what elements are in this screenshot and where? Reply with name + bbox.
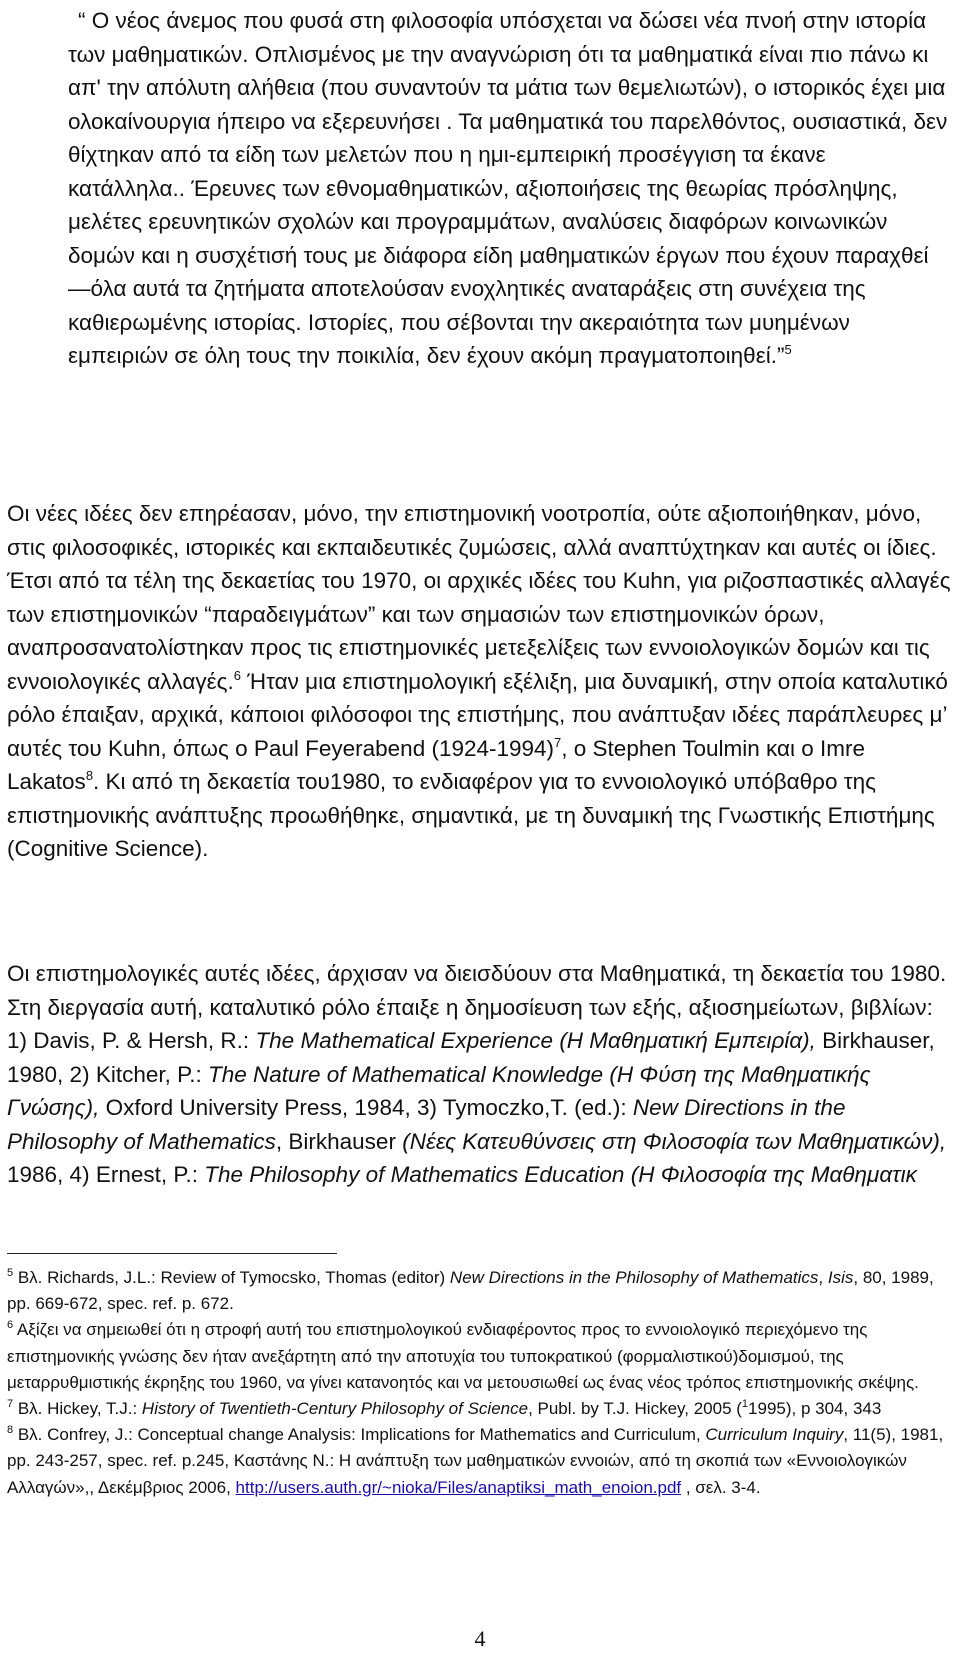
paragraph-text: Ήταν μια επιστημολογική εξέλιξη, μια δυναμική, στην οποία καταλυτικό ρόλο έπαιξαν, αρχικά, κάποιοι φιλόσοφοι της επιστήμης, που ανάπτυξαν ιδέες παράπλευρες μ’ αυτές του Kuhn, όπως ο Paul Feyerabend (1924-1994) (7, 668, 948, 761)
page-number: 4 (474, 1626, 486, 1651)
paragraph-text: . Κι από τη δεκαετία του1980, το ενδιαφέρον για το εννοιολογικό υπόβαθρο της επιστημονικής ανάπτυξης προωθήθηκε, σημαντικά, με τη δυναμική της Γνωστικής Επιστήμης (Cognitive Science). (7, 769, 935, 861)
footnote-superscript: 1 (741, 1398, 749, 1411)
footnote-number: 5 (7, 1267, 14, 1279)
book-title: New Directions in the Philosophy of Mathematics (7, 1095, 846, 1154)
book-title: (Νέες Κατευθύνσεις στη Φιλοσοφία των Μαθηματικών), (402, 1128, 947, 1154)
footnote-5 (7, 1265, 955, 1317)
footnote-separator (7, 1253, 337, 1254)
footnote-text: , (818, 1268, 828, 1287)
footnote-6 (7, 1317, 955, 1396)
block-quote (68, 4, 948, 373)
footnote-journal: Isis (827, 1268, 854, 1287)
paragraph-text: Οι νέες ιδέες δεν επηρέασαν, μόνο, την επιστημονική νοοτροπία, ούτε αξιοποιήθηκαν, μόνο, στις φιλοσοφικές, ιστορικές και εκπαιδευτικές ζυμώσεις, αλλά αναπτύχτηκαν και αυτές οι ίδιες. Έτσι από τα τέλη της δεκαετίας του 1970, οι αρχικές ιδέες του Kuhn, για ριζοσπαστικές αλλαγές των επιστημονικών “παραδειγμάτων” και των σημασιών των επιστημονικών όρων, αναπροσανατολίστηκαν προς τις επιστημονικές μετεξελίξεις των εννοιολογικών δομών και τις εννοιολογικές αλλαγές. (7, 501, 951, 694)
paragraph-text: 1986, 4) Ernest, P.: (7, 1162, 205, 1187)
footnote-text: , Publ. by T.J. Hickey, 2005 ( (528, 1399, 742, 1419)
footnote-journal: Curriculum Inquiry (705, 1425, 844, 1445)
paragraph-text: Birkhauser, 1980, 2) Kitcher, P.: (7, 1028, 935, 1087)
footnote-text: , 80, 1989, pp. 669-672, spec. ref. p. 672. (7, 1268, 934, 1314)
quote-text: “ Ο νέος άνεμος που φυσά στη φιλοσοφία υπόσχεται να δώσει νέα πνοή στην ιστορία των μαθηματικών. Οπλισμένος με την αναγνώριση ότι τα μαθηματικά είναι πιο πάνω κι απ' την απόλυτη αλήθεια (που συναντούν τα μάτια των θεμελιωτών), ο ιστορικός έχει μια ολοκαίνουργια ήπειρο να εξερευνήσει . Τα μαθηματικά του παρελθόντος, ουσιαστικά, δεν θίχτηκαν από τα είδη των μελετών που η ημι-εμπειρική προσέγγιση τα έκανε κατάλληλα.. Έρευνες των εθνομαθηματικών, αξιοποιήσεις της θεωρίας πρόσληψης, μελέτες ερευνητικών σχολών και προγραμμάτων, αναλύσεις διαφόρων κοινωνικών δομών και η συσχέτισή τους με διάφορα είδη μαθηματικών έργων που έχουν παραχθεί —όλα αυτά τα ζητήματα αποτελούσαν ενοχλητικές αναταράξεις στη συνέχεια της καθιερωμένης ιστορίας. Ιστορίες, που σέβονται την ακεραιότητα των μυημένων εμπειριών σε όλη τους την ποικιλία, δεν έχουν ακόμη πραγματοποιηθεί.” (68, 8, 948, 368)
footnote-title: History of Twentieth-Century Philosophy of Science (141, 1399, 529, 1419)
footnote-text: Βλ. Hickey, T.J.: (13, 1399, 142, 1419)
footnote-ref-7[interactable]: 7 (554, 734, 562, 750)
footnote-text: Βλ. Richards, J.L.: Review of Tymocsko, Thomas (editor) (13, 1268, 450, 1287)
footnote-title: New Directions in the Philosophy of Mathematics (449, 1268, 819, 1287)
book-title: The Nature of Mathematical Knowledge (Η Φύση της Μαθηματικής Γνώσης), (7, 1061, 871, 1120)
footnote-text: , 11(5), 1981, pp. 243-257, spec. ref. p.245, Καστάνης Ν.: Η ανάπτυξη των μαθηματικών εννοιών, από τη σκοπιά των «Εννοιολογικών Αλλαγών»,, Δεκέμβριος 2006, (7, 1425, 944, 1497)
paragraph-books (7, 957, 955, 1192)
paragraph-text: , Birkhauser (275, 1128, 403, 1154)
footnote-text: , σελ. 3-4. (681, 1477, 761, 1497)
paragraph-text: Οι επιστημολογικές αυτές ιδέες, άρχισαν να διεισδύουν στα Μαθηματικά, τη δεκαετία του 1980. Στη διεργασία αυτή, καταλυτικό ρόλο έπαιξε η δημοσίευση των εξής, αξιοσημείωτων, βιβλίων: 1) Davis, P. & Hersh, R.: (7, 961, 947, 1053)
paragraph-kuhn-ideas (7, 497, 955, 866)
footnote-ref-8[interactable]: 8 (85, 768, 94, 783)
footnotes (7, 1265, 955, 1501)
footnote-number: 7 (7, 1398, 14, 1411)
book-title: The Philosophy of Mathematics Education (Η Φιλοσοφία της Μαθηματικ (204, 1162, 917, 1187)
book-title: The Mathematical Experience (Η Μαθηματική Εμπειρία), (255, 1028, 816, 1053)
footnote-text: Βλ. Confrey, J.: Conceptual change Analysis: Implications for Mathematics and Curriculum, (13, 1425, 706, 1445)
footnote-number: 6 (7, 1319, 14, 1332)
footnote-ref-5[interactable]: 5 (784, 342, 792, 357)
footnote-ref-6[interactable]: 6 (233, 667, 241, 683)
footnote-text: Αξίζει να σημειωθεί ότι η στροφή αυτή του επιστημολογικού ενδιαφέροντος προς το εννοιολογικό περιεχόμενο της επιστημονικής γνώσης δεν ήταν ανεξάρτητη από την αποτυχία του τυποκρατικού (φορμαλιστικού)δομισμού, της μεταρρυθμιστικής έκρηξης του 1960, να γίνει κατανοητός και να μετουσιωθεί ως ένας νέος τρόπος επιστημονικής σκέψης. (7, 1320, 919, 1392)
footnote-7 (7, 1396, 955, 1422)
reference-link[interactable]: http://users.auth.gr/~nioka/Files/anaptiksi_math_enoion.pdf (235, 1477, 682, 1497)
footnote-number: 8 (7, 1424, 14, 1437)
paragraph-text: Oxford University Press, 1984, 3) Tymoczko,T. (ed.): (99, 1095, 633, 1120)
footnote-text: 1995), p 304, 343 (748, 1399, 882, 1419)
footnote-8 (7, 1422, 955, 1501)
paragraph-text: , ο Stephen Toulmin και ο Imre Lakatos (7, 735, 865, 794)
